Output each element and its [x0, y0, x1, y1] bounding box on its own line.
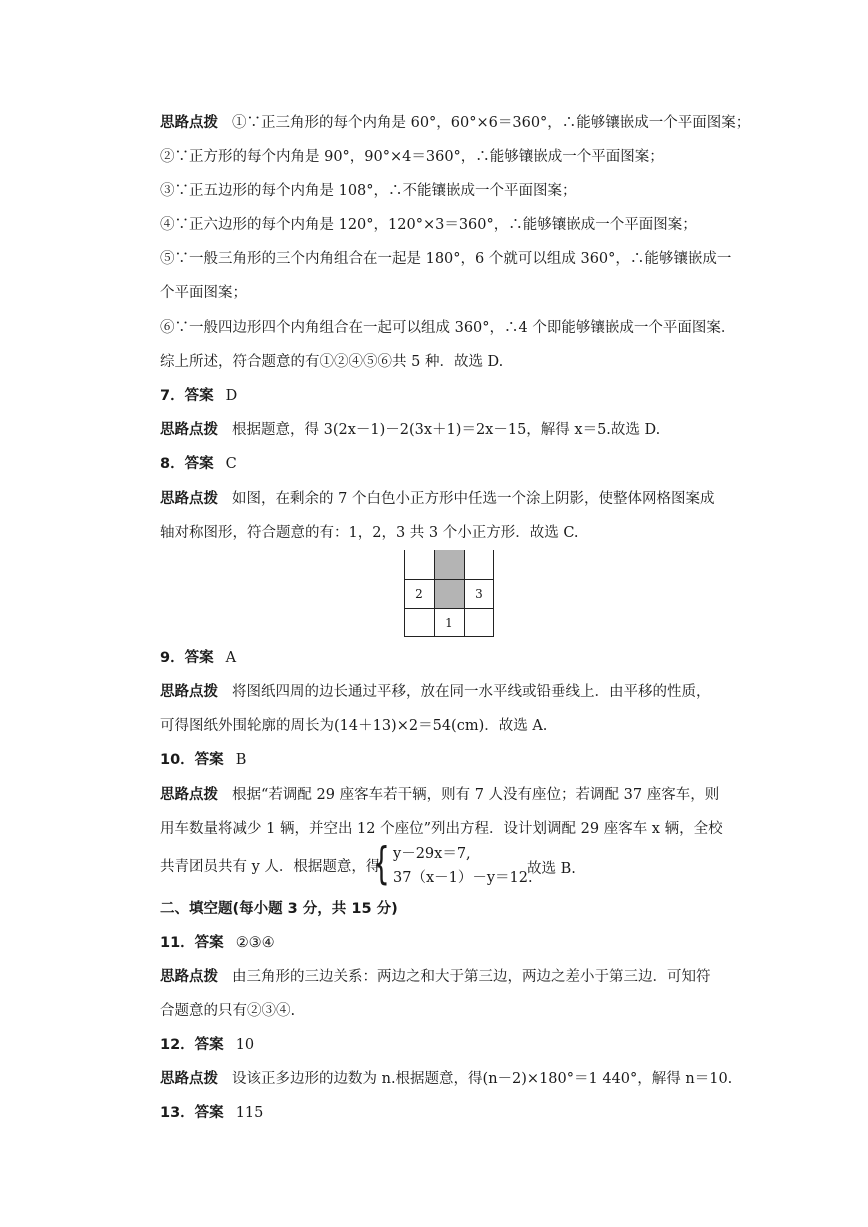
- hint-label: 思路点拨: [160, 115, 218, 131]
- line-text: 综上所述，符合题意的有①②④⑤⑥共 5 种．故选 D.: [160, 354, 504, 370]
- answer-13: [160, 1103, 263, 1123]
- answer-11: [160, 933, 275, 953]
- text-line-8: [160, 352, 503, 372]
- hint-12: [160, 1069, 732, 1089]
- hint-7: [160, 420, 660, 440]
- answer-value: 10: [235, 1037, 255, 1053]
- answer-10: [160, 750, 246, 770]
- line-text: 个平面图案；: [160, 285, 247, 301]
- hint-label: 思路点拨: [160, 969, 218, 985]
- hint-text: ①∵正三角形的每个内角是 60°，60°×6＝360°，∴能够镶嵌成一个平面图案；: [232, 115, 751, 131]
- hint-11b: [160, 1001, 295, 1021]
- line-text: ⑥∵一般四边形四个内角组合在一起可以组成 360°，∴4 个即能够镶嵌成一个平面图案．: [160, 320, 736, 336]
- hint-10c: [160, 857, 380, 877]
- line-text: 共青团员共有 y 人．根据题意，得: [160, 859, 381, 875]
- grid-figure: [404, 550, 494, 637]
- answer-number: 12．答案: [160, 1037, 224, 1053]
- hint-8b: [160, 523, 579, 543]
- answer-value: ②③④: [235, 935, 275, 951]
- hint-label: 思路点拨: [160, 684, 218, 700]
- answer-9: [160, 648, 236, 668]
- grid-cell-2: 2: [415, 586, 423, 601]
- line-text: ③∵正五边形的每个内角是 108°，∴不能镶嵌成一个平面图案；: [160, 183, 577, 199]
- hint-text: 设该正多边形的边数为 n.根据题意，得(n－2)×180°＝1 440°，解得 n＝10.: [232, 1071, 733, 1087]
- hint-10b: [160, 819, 723, 839]
- answer-number: 10．答案: [160, 752, 224, 768]
- hint-label: 思路点拨: [160, 422, 218, 438]
- grid-line: [404, 636, 494, 637]
- text-line-5: [160, 249, 731, 269]
- hint-text: 根据“若调配 29 座客车若干辆，则有 7 人没有座位；若调配 37 座客车，则: [232, 787, 720, 803]
- grid-line: [404, 579, 494, 580]
- line-text: ⑤∵一般三角形的三个内角组合在一起是 180°，6 个就可以组成 360°，∴能够镶嵌成一: [160, 251, 732, 267]
- grid-line: [404, 608, 494, 609]
- answer-value: B: [235, 752, 247, 768]
- text-line-7: [160, 318, 735, 338]
- line-text: 可得图纸外围轮廓的周长为(14＋13)×2＝54(cm)．故选 A.: [160, 718, 548, 734]
- hint-9a: [160, 682, 711, 702]
- grid-line: [493, 550, 494, 637]
- shaded-cell-top: [434, 550, 464, 579]
- hint-label: 思路点拨: [160, 491, 218, 507]
- hint-11a: [160, 967, 711, 987]
- hint-text: 根据题意，得 3(2x－1)－2(3x＋1)＝2x－15，解得 x＝5.故选 D.: [232, 422, 661, 438]
- answer-value: A: [225, 650, 237, 666]
- hint-text: 将图纸四周的边长通过平移，放在同一水平线或铅垂线上．由平移的性质，: [232, 684, 711, 700]
- hint-text: 由三角形的三边关系：两边之和大于第三边，两边之差小于第三边．可知符: [232, 969, 711, 985]
- grid-line: [464, 550, 465, 637]
- text-line-4: [160, 215, 697, 235]
- line-text: ②∵正方形的每个内角是 90°，90°×4＝360°，∴能够镶嵌成一个平面图案；: [160, 149, 664, 165]
- brace-icon: {: [373, 838, 390, 889]
- answer-number: 13．答案: [160, 1105, 224, 1121]
- answer-8: [160, 454, 237, 474]
- answer-value: C: [225, 456, 237, 472]
- grid-line: [434, 550, 435, 637]
- equation-tail: 故选 B.: [527, 861, 576, 877]
- shaded-cell-middle: [434, 579, 464, 608]
- hint-line-1: [160, 113, 750, 133]
- answer-number: 11．答案: [160, 935, 224, 951]
- answer-12: [160, 1035, 254, 1055]
- grid-cell-3: 3: [475, 586, 483, 601]
- hint-text: 如图，在剩余的 7 个白色小正方形中任选一个涂上阴影，使整体网格图案成: [232, 491, 715, 507]
- grid-cell-1: 1: [445, 615, 453, 630]
- hint-8a: [160, 489, 714, 509]
- line-text: ④∵正六边形的每个内角是 120°，120°×3＝360°，∴能够镶嵌成一个平面图案；: [160, 217, 697, 233]
- answer-number: 8．答案: [160, 456, 214, 472]
- equation-2: 37（x－1）－y＝12.: [393, 870, 533, 886]
- hint-9b: [160, 716, 547, 736]
- hint-label: 思路点拨: [160, 1071, 218, 1087]
- hint-label: 思路点拨: [160, 787, 218, 803]
- hint-10a: [160, 785, 719, 805]
- line-text: 合题意的只有②③④.: [160, 1003, 296, 1019]
- text-line-2: [160, 147, 664, 167]
- line-text: 用车数量将减少 1 辆，并空出 12 个座位”列出方程．设计划调配 29 座客车 x 辆，全校: [160, 821, 723, 837]
- text-line-6: [160, 283, 247, 303]
- line-text: 轴对称图形，符合题意的有：1，2，3 共 3 个小正方形．故选 C.: [160, 525, 579, 541]
- section-heading: 二、填空题(每小题 3 分，共 15 分): [160, 901, 398, 917]
- answer-7: [160, 386, 237, 406]
- grid-line: [404, 550, 405, 637]
- equation-1: y－29x＝7,: [393, 846, 471, 862]
- answer-number: 7．答案: [160, 388, 214, 404]
- answer-value: 115: [235, 1105, 264, 1121]
- text-line-3: [160, 181, 577, 201]
- answer-value: D: [225, 388, 238, 404]
- answer-number: 9．答案: [160, 650, 214, 666]
